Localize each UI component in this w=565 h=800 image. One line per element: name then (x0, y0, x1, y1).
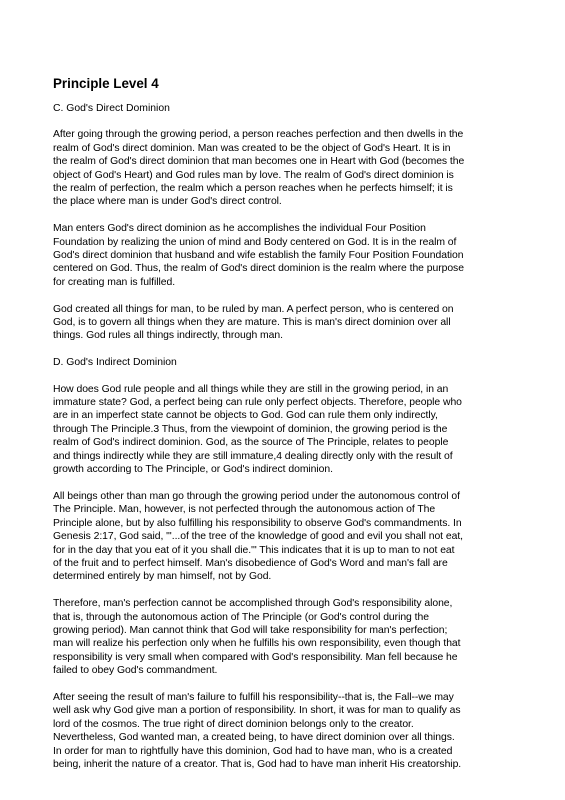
paragraph-line: being, inherit the nature of a creator. That is, God had to have man inherit His creatorship. (53, 759, 462, 770)
paragraph-line: Foundation by realizing the union of mind and Body centered on God. It is in the realm of (53, 236, 457, 248)
paragraph-line: object of God's Heart) and God rules man by love. The realm of God's direct dominion is (53, 169, 454, 181)
paragraph-line: determined entirely by man himself, not by God. (53, 571, 272, 583)
paragraph-line: for in the day that you eat of it you shall die.'" This indicates that it is up to man to not eat (53, 544, 455, 556)
section-heading-c: C. God's Direct Dominion (53, 103, 170, 114)
paragraph-line: through The Principle.3 Thus, from the viewpoint of dominion, the growing period is the (53, 423, 448, 435)
paragraph-line: realm of God's direct dominion. Man was created to be the object of God's Heart. It is in (53, 142, 451, 154)
paragraph-line: God created all things for man, to be ruled by man. A perfect person, who is centered on (53, 303, 454, 315)
document-body (53, 76, 515, 785)
paragraph-line: All beings other than man go through the growing period under the autonomous control of (53, 490, 460, 502)
section-heading-d: D. God's Indirect Dominion (53, 357, 177, 369)
paragraph-line: for creating man is fulfilled. (53, 276, 176, 288)
paragraph-line: that is, through the autonomous action of The Principle (or God's control during the (53, 611, 429, 623)
paragraph-line: After seeing the result of man's failure to fulfill his responsibility--that is, the Fall--we may (53, 691, 454, 703)
paragraph-line: realm of God's indirect dominion. God, as the source of The Principle, relates to people (53, 437, 449, 449)
paragraph-line: lord of the cosmos. The true right of direct dominion belongs only to the creator. (53, 718, 414, 730)
paragraph-line: immature state? God, a perfect being can rule only perfect objects. Therefore, people who (53, 397, 462, 409)
paragraph (53, 597, 515, 677)
paragraph-line: and things indirectly while they are still immature,4 dealing directly only with the result of (53, 450, 453, 462)
paragraph-line: well ask why God give man a portion of responsibility. In short, it was for man to qualify as (53, 705, 461, 717)
paragraph-line: of the fruit and to perfect himself. Man's disobedience of God's Word and man's fall are (53, 557, 448, 569)
paragraph (53, 303, 515, 343)
paragraph-line: God, is to govern all things when they are mature. This is man's direct dominion over all (53, 317, 451, 329)
paragraph-line: man will realize his perfection only when he fulfills his own responsibility, even though that (53, 638, 461, 650)
paragraph-line: things. God rules all things indirectly, through man. (53, 330, 283, 342)
paragraph-line: God's direct dominion that husband and wife establish the family Four Position Foundation (53, 250, 464, 262)
paragraph-line: Therefore, man's perfection cannot be accomplished through God's responsibility alone, (53, 598, 453, 610)
paragraph-line: Principle alone, but by also fulfilling his responsibility to observe God's commandments. In (53, 517, 462, 529)
paragraph (53, 383, 515, 477)
page-title: Principle Level 4 (53, 76, 159, 91)
paragraph-line: growing period). Man cannot think that God will take responsibility for man's perfection; (53, 624, 448, 636)
paragraph (53, 490, 515, 584)
paragraph (53, 691, 515, 771)
paragraph-line: In order for man to rightfully have this dominion, God had to have man, who is a created (53, 745, 453, 757)
paragraph-line: Nevertheless, God wanted man, a created being, to have direct dominion over all things. (53, 732, 455, 744)
paragraph-line: the place where man is under God's direct control. (53, 196, 282, 208)
paragraph-line: centered on God. Thus, the realm of God's direct dominion is the realm where the purpose (53, 263, 464, 275)
paragraph-line: How does God rule people and all things while they are still in the growing period, in an (53, 383, 449, 395)
paragraph-line: responsibility is very small when compared with God's responsibility. Man fell because he (53, 651, 458, 663)
paragraph-line: Genesis 2:17, God said, "'...of the tree of the knowledge of good and evil you shall not eat, (53, 531, 463, 543)
paragraph-line: The Principle. Man, however, is not perfected through the autonomous action of The (53, 504, 436, 516)
paragraph (53, 222, 515, 289)
paragraph-line: the realm of perfection, the realm which a person reaches when he perfects himself; it is (53, 183, 453, 195)
paragraph-line: failed to obey God's commandment. (53, 665, 218, 677)
paragraph-line: are in an imperfect state cannot be objects to God. God can rule them only indirectly, (53, 410, 438, 422)
paragraph-line: growth according to The Principle, or God's indirect dominion. (53, 464, 333, 476)
paragraph-line: Man enters God's direct dominion as he accomplishes the individual Four Position (53, 223, 426, 235)
paragraph (53, 128, 515, 208)
paragraph-line: the realm of God's direct dominion that man becomes one in Heart with God (becomes the (53, 156, 465, 168)
paragraph-line: After going through the growing period, a person reaches perfection and then dwells in the (53, 129, 464, 141)
